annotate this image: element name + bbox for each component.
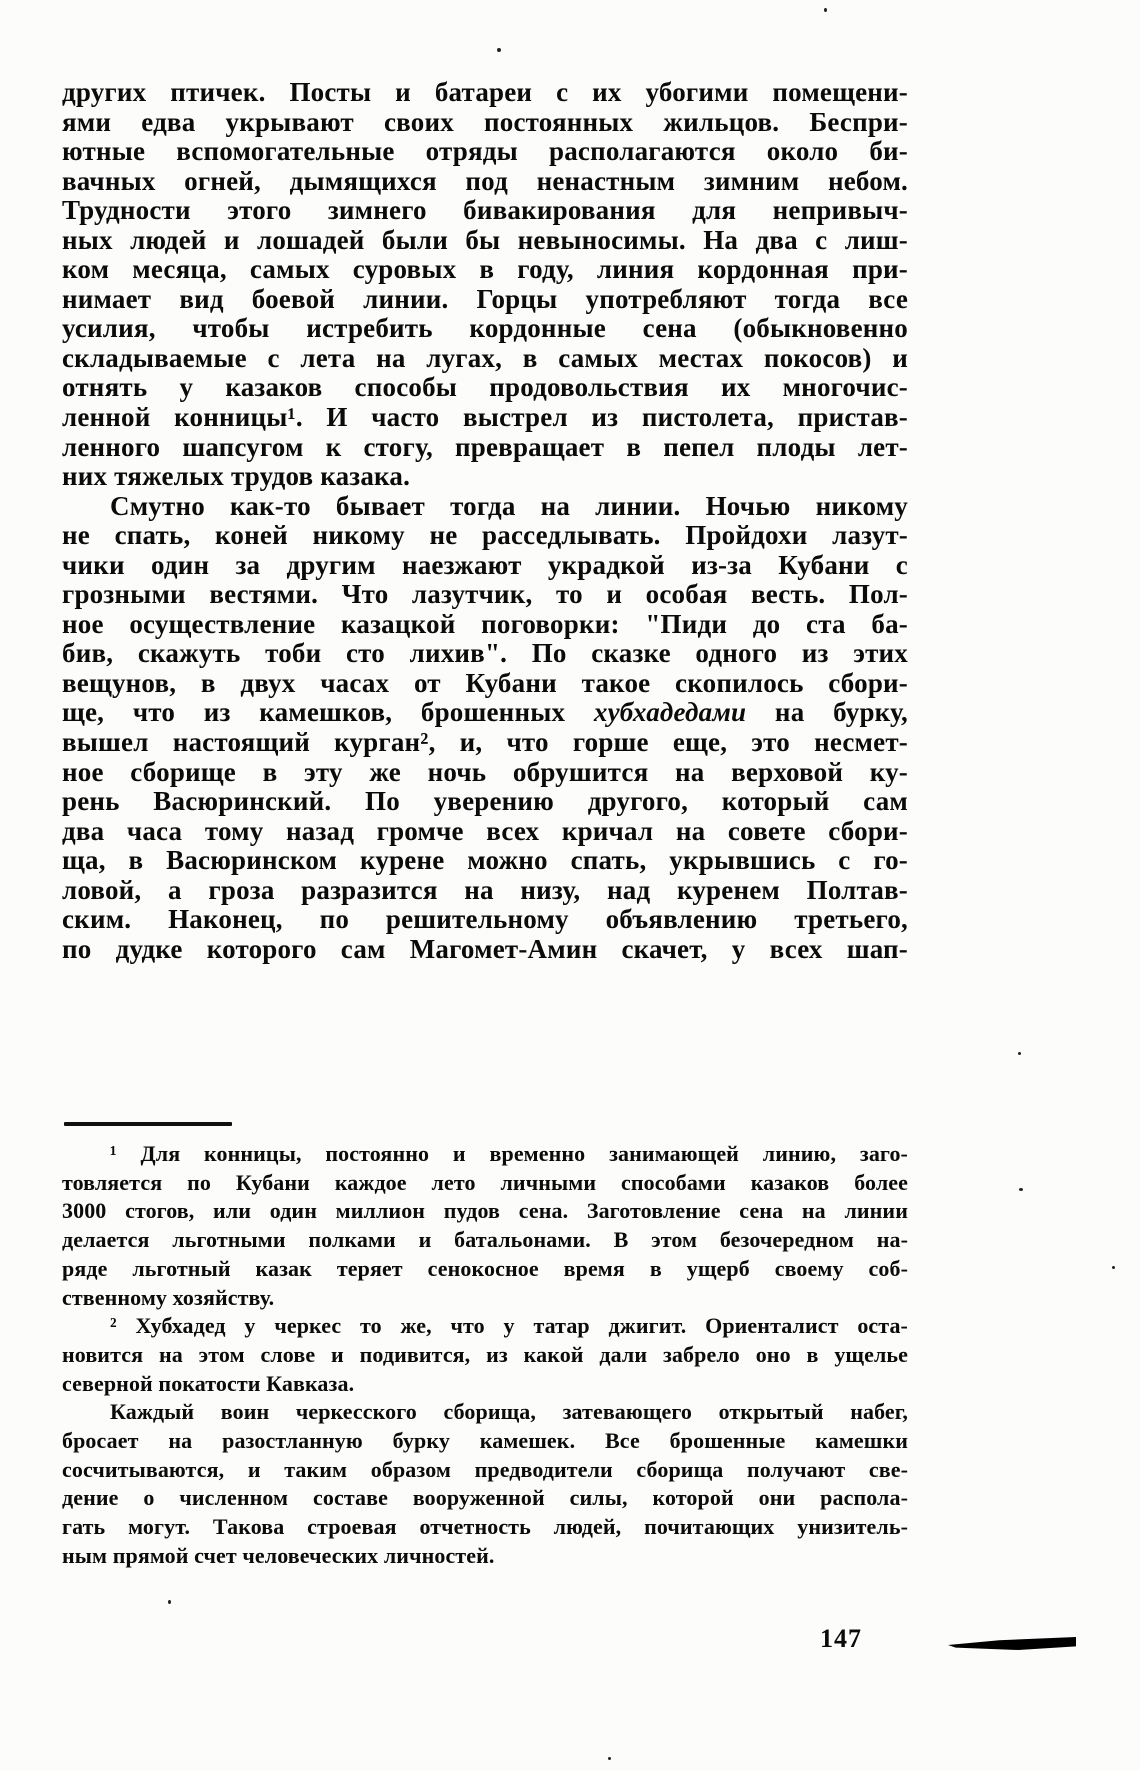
text-line: ленной конницы¹. И часто выстрел из пистолета, пристав- [62, 403, 908, 433]
text-line: вачных огней, дымящихся под ненастным зимним небом. [62, 166, 908, 196]
text-line: ² Хубхадед у черкес то же, что у татар джигит. Ориенталист оста- [110, 1313, 908, 1339]
text-line: рень Васюринский. По уверению другого, который сам [62, 787, 908, 817]
scan-speck [1019, 1188, 1023, 1191]
text-line [62, 698, 908, 728]
text-line: ственному хозяйству. [62, 1284, 275, 1310]
text-line: ями едва укрывают своих постоянных жильцов. Беспри- [62, 107, 908, 137]
text-line: делается льготными полками и батальонами. В этом безочередном на- [62, 1227, 908, 1253]
scan-speck [1018, 1052, 1021, 1055]
text-line: ное осуществление казацкой поговорки: "Пиди до ста ба- [62, 609, 908, 639]
text-line: дение о численном составе вооруженной силы, которой они распола- [62, 1485, 908, 1511]
text-line: Смутно как-то бывает тогда на линии. Ночью никому [110, 491, 908, 521]
text-line: грозными вестями. Что лазутчик, то и особая весть. Пол- [62, 580, 908, 610]
text-line: гать могут. Такова строевая отчетность людей, почитающих унизитель- [62, 1514, 908, 1540]
text-line: по дудке которого сам Магомет-Амин скачет, у всех шап- [62, 934, 908, 964]
text-line: них тяжелых трудов казака. [62, 462, 411, 492]
text-line: ловой, а гроза разразится на низу, над куренем Полтав- [62, 875, 908, 905]
scan-speck [497, 48, 501, 52]
text-line: товляется по Кубани каждое лето личными способами казаков более [62, 1169, 908, 1195]
text-line: складываемые с лета на лугах, в самых местах покосов) и [62, 343, 908, 373]
text-line: 3000 стогов, или один миллион пудов сена. Заготовление сена на линии [62, 1198, 908, 1224]
scan-speck [608, 1757, 611, 1760]
text-line: сосчитываются, и таким образом предводители сборища получают све- [62, 1456, 908, 1482]
italic-term: хубхадедами [593, 698, 747, 728]
text-line: ским. Наконец, по решительному объявлению третьего, [62, 905, 908, 935]
scan-speck [1112, 1266, 1115, 1269]
footnotes-block [62, 1140, 908, 1571]
text-line: ное сборище в эту же ночь обрушится на верховой ку- [62, 757, 908, 787]
text-line: ¹ Для конницы, постоянно и временно занимающей линию, заго- [110, 1141, 908, 1166]
paragraph [62, 1398, 908, 1570]
paragraph [62, 78, 908, 492]
printer-mark [948, 1637, 1076, 1650]
text-line: новится на этом слове и подивится, из какой дали забрело оно в ущелье [62, 1341, 908, 1367]
text-line: ным прямой счет человеческих личностей. [62, 1542, 495, 1568]
main-text-block [62, 78, 908, 964]
text-line: ряде льготный казак теряет сенокосное время в ущерб своему соб- [62, 1255, 908, 1281]
text-line: ютные вспомогательные отряды располагаются около би- [62, 137, 908, 167]
page-number: 147 [820, 1624, 862, 1653]
text-line: два часа тому назад громче всех кричал на совете сбори- [62, 816, 908, 846]
text-line: вещунов, в двух часах от Кубани такое скопилось сбори- [62, 668, 908, 698]
text-line: Трудности этого зимнего бивакирования для непривыч- [62, 196, 908, 226]
text-line: бив, скажуть тоби сто лихив". По сказке одного из этих [62, 639, 908, 669]
text-line: Каждый воин черкесского сборища, затевающего открытый набег, [110, 1399, 908, 1425]
text-line: ком месяца, самых суровых в году, линия кордонная при- [62, 255, 908, 285]
text-line: не спать, коней никому не расседлывать. Пройдохи лазут- [62, 521, 908, 551]
text-segment: ще, что из камешков, брошенных [62, 698, 594, 728]
text-line: северной покатости Кавказа. [62, 1370, 355, 1396]
paragraph [62, 1312, 908, 1398]
scan-speck [168, 1600, 171, 1604]
paragraph [62, 1140, 908, 1312]
text-segment: на бурку, [746, 698, 908, 728]
footnote-separator [64, 1122, 232, 1126]
text-line: усилия, чтобы истребить кордонные сена (обыкновенно [62, 314, 908, 344]
text-line: бросает на разостланную бурку камешек. Все брошенные камешки [62, 1428, 908, 1454]
text-line: ленного шапсугом к стогу, превращает в пепел плоды лет- [62, 432, 908, 462]
text-line: нимает вид боевой линии. Горцы употребляют тогда все [62, 284, 908, 314]
text-line: вышел настоящий курган², и, что горше еще, это несмет- [62, 728, 908, 758]
text-line: ных людей и лошадей были бы невыносимы. На два с лиш- [62, 225, 908, 255]
text-line: других птичек. Посты и батареи с их убогими помещени- [62, 78, 908, 107]
text-line: отнять у казаков способы продовольствия их многочис- [62, 373, 908, 403]
scan-speck [824, 8, 827, 12]
text-line: ща, в Васюринском курене можно спать, укрывшись с го- [62, 846, 908, 876]
text-line: чики один за другим наезжают украдкой из-за Кубани с [62, 550, 908, 580]
paragraph [62, 492, 908, 965]
